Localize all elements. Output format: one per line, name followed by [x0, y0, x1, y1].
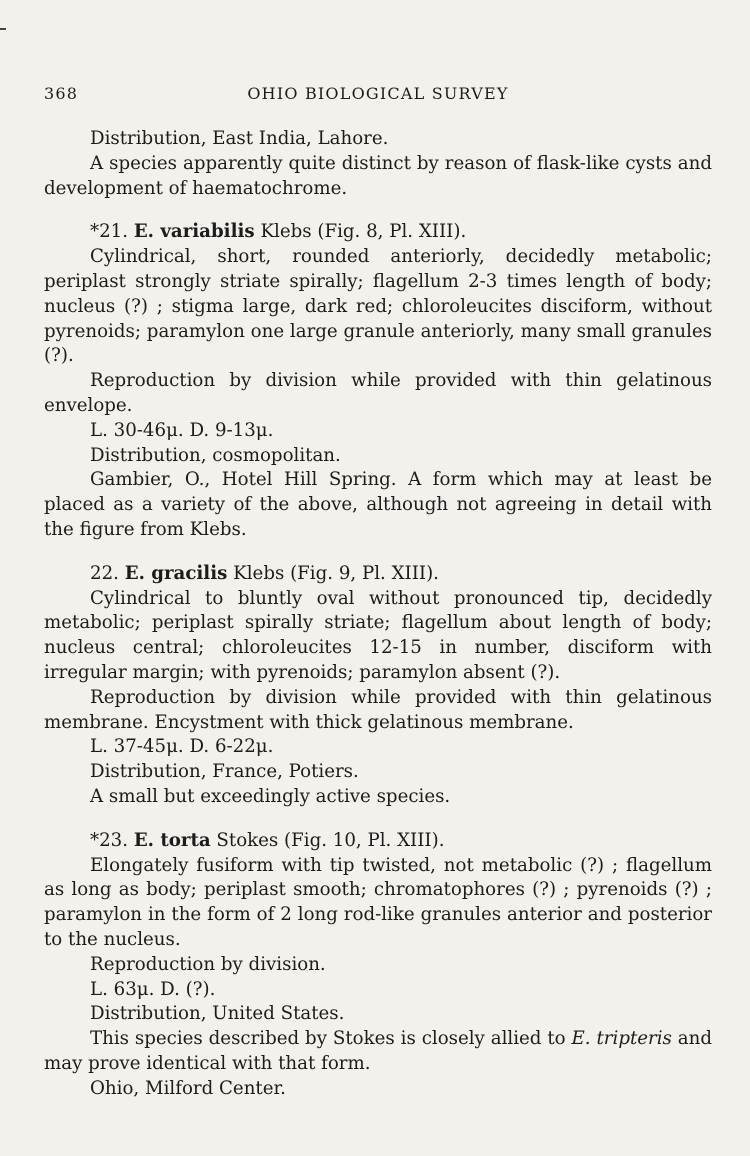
paragraph: Reproduction by division while provided with thin gelatinous membrane. Encystment with thick gelatinous membrane.: [44, 686, 712, 733]
paragraph: A species apparently quite distinct by reason of flask-like cysts and development of haematochrome.: [44, 152, 712, 199]
species-heading: [44, 562, 712, 587]
paragraph: Distribution, East India, Lahore.: [90, 128, 389, 149]
species-citation: Klebs (Fig. 8, Pl. XIII).: [254, 221, 467, 243]
species-heading: [44, 220, 712, 245]
species-name: E. variabilis: [133, 221, 255, 243]
species-number: 22.: [90, 562, 125, 584]
paragraph: Ohio, Milford Center.: [90, 1077, 286, 1099]
page-number: 368: [44, 84, 79, 103]
paragraph-text: This species described by Stokes is closely allied to: [90, 1028, 572, 1050]
page-body: [44, 127, 712, 1101]
paragraph: Elongately fusiform with tip twisted, not metabolic (?) ; flagellum as long as body; periplast smooth; chromatophores (?) ; pyrenoids (?) ; paramylon in the form of 2 long rod-like granules anterior and posterior to the nucleus.: [44, 854, 712, 950]
paragraph: L. 37-45μ. D. 6-22μ.: [90, 736, 274, 758]
page-header: [44, 84, 712, 106]
species-name-italic: E. tripteris: [571, 1028, 672, 1050]
paragraph: Reproduction by division.: [90, 953, 326, 975]
paragraph: Cylindrical to bluntly oval without pronounced tip, decidedly metabolic; periplast spirally striate; flagellum about length of body; nucleus central; chloroleucites 12-15 in number, disciform with irregular margin; with pyrenoids; paramylon absent (?).: [44, 587, 712, 683]
running-title: OHIO BIOLOGICAL SURVEY: [247, 84, 509, 103]
species-number: *21.: [90, 221, 134, 243]
paragraph: Reproduction by division while provided with thin gelatinous envelope.: [44, 370, 712, 416]
species-name: E. gracilis: [124, 562, 228, 584]
species-citation: Stokes (Fig. 10, Pl. XIII).: [210, 829, 445, 851]
species-heading: [44, 829, 712, 854]
paragraph: Distribution, United States.: [90, 1003, 345, 1025]
paragraph: [44, 1027, 712, 1077]
section-gap: [44, 201, 712, 220]
section-gap: [44, 810, 712, 829]
paragraph: Cylindrical, short, rounded anteriorly, decidedly metabolic; periplast strongly striate spirally; flagellum 2-3 times length of body; nucleus (?) ; stigma large, dark red; chloroleucites disciform, without pyrenoids; paramylon one large granule anteriorly, many small granules (?).: [44, 246, 712, 367]
section-gap: [44, 543, 712, 562]
species-name: E. torta: [133, 829, 211, 851]
paragraph: L. 30-46μ. D. 9-13μ.: [90, 419, 274, 441]
species-citation: Klebs (Fig. 9, Pl. XIII).: [227, 562, 439, 584]
paragraph: Gambier, O., Hotel Hill Spring. A form which may at least be placed as a variety of the above, although not agreeing in detail with the figure from Klebs.: [44, 469, 712, 540]
paragraph: L. 63μ. D. (?).: [90, 978, 216, 1000]
species-number: *23.: [90, 829, 134, 851]
paragraph-text: and may prove identical with that form.: [44, 1028, 713, 1074]
paragraph: Distribution, France, Potiers.: [90, 761, 359, 783]
paragraph: A small but exceedingly active species.: [90, 785, 451, 807]
paragraph: Distribution, cosmopolitan.: [90, 444, 341, 466]
margin-mark: [0, 28, 6, 30]
